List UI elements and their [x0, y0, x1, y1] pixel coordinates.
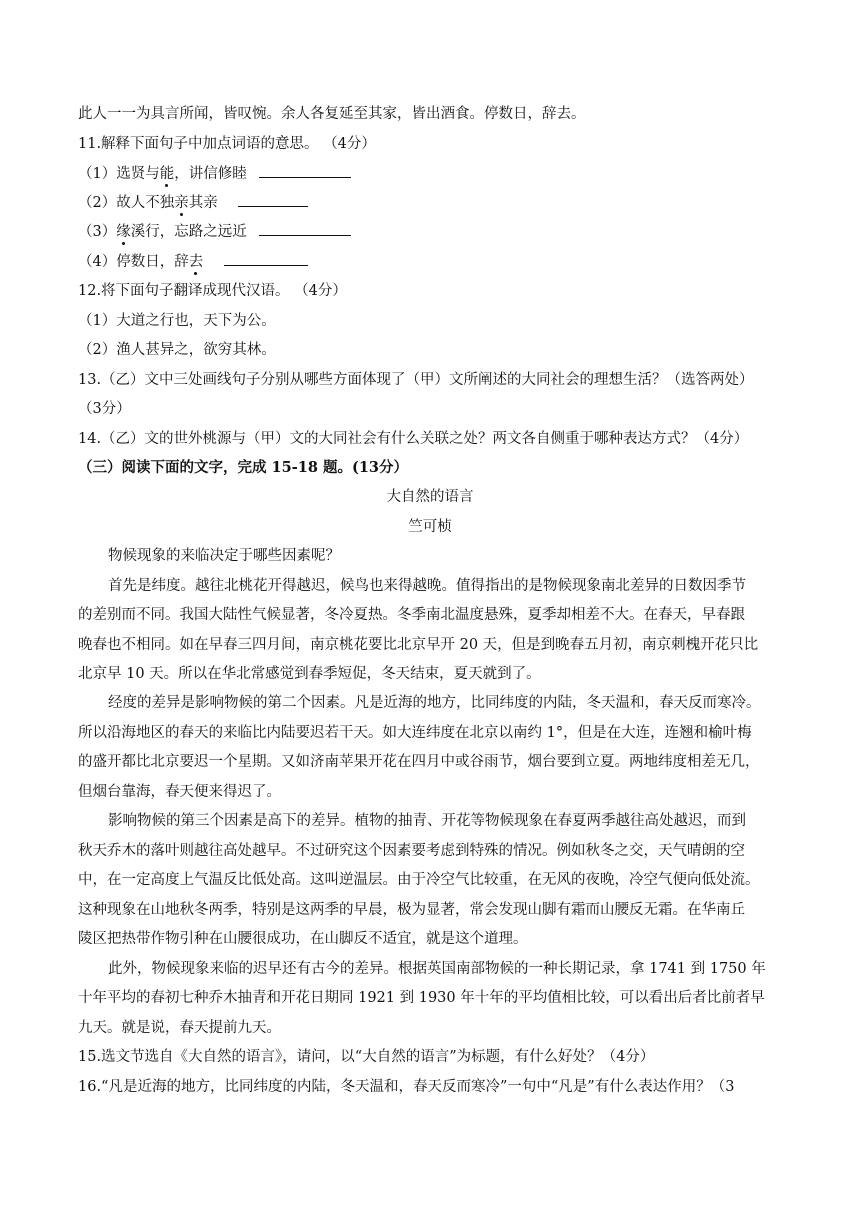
paragraph-line: 中，在一定高度上气温反比低处高。这叫逆温层。由于冷空气比较重，在无风的夜晚，冷空气便向低处流。: [78, 872, 760, 888]
dotted-word: 去: [188, 254, 204, 270]
question-16: 16.“凡是近海的地方，比同纬度的内陆，冬天温和，春天反而寒冷”一句中“凡是”有什么表达作用？（3: [78, 1079, 735, 1095]
question-11-item-2: [78, 193, 308, 213]
dotted-word: 缘: [116, 224, 131, 240]
question-14: 14.（乙）文的世外桃源与（甲）文的大同社会有什么关联之处？两文各自侧重于哪种表达方式？（4分）: [78, 431, 749, 447]
answer-blank[interactable]: [259, 164, 351, 178]
question-12-item-1: （1）大道之行也，天下为公。: [78, 313, 276, 329]
paragraph-line: 的盛开都比北京要迟一个星期。又如济南苹果开花在四月中或谷雨节，烟台要到立夏。两地纬度相差无几，: [78, 754, 760, 770]
text-line: 此人一一为具言所闻，皆叹惋。余人各复延至其家，皆出酒食。停数日，辞去。: [78, 106, 586, 122]
question-11-item-4: [78, 252, 308, 272]
paragraph-line: 所以沿海地区的春天的来临比内陆要迟若干天。如大连纬度在北京以南约 1°，但是在大连，连翘和榆叶梅: [78, 725, 752, 741]
paragraph-line: 陵区把热带作物引种在山腰很成功，在山脚反不适宜，就是这个道理。: [78, 931, 528, 947]
article-title: 大自然的语言: [386, 489, 474, 505]
item-text: ，讲信修睦: [174, 166, 247, 182]
item-text: 溪行，忘路之远近: [130, 224, 247, 240]
item-text: （1）选贤与: [78, 166, 160, 182]
paragraph-line: 十年平均的春初七种乔木抽青和开花日期同 1921 到 1930 年十年的平均值相比较，可以看出后者比前者早: [78, 990, 765, 1006]
paragraph-intro: 物候现象的来临决定于哪些因素呢？: [108, 548, 340, 564]
question-12-item-2: （2）渔人甚异之，欲穷其林。: [78, 342, 276, 358]
answer-blank[interactable]: [224, 252, 308, 266]
paragraph-line: 但烟台靠海，春天便来得迟了。: [78, 784, 281, 800]
answer-blank[interactable]: [259, 222, 351, 236]
dotted-word: 亲: [174, 195, 189, 211]
paragraph-line: 这种现象在山地秋冬两季，特别是这两季的早晨，极为显著，常会发现山脚有霜而山腰反无霜。在华南丘: [78, 902, 745, 918]
paragraph-line: 的差别而不同。我国大陆性气候显著，冬冷夏热。冬季南北温度悬殊，夏季却相差不大。在春天，早春跟: [78, 607, 745, 623]
paragraph-line: 首先是纬度。越往北桃花开得越迟，候鸟也来得越晚。值得指出的是物候现象南北差异的日数因季节: [108, 578, 746, 594]
question-11-item-3: [78, 222, 351, 242]
question-13-score: （3分）: [78, 401, 131, 417]
paragraph-line: 此外，物候现象来临的迟早还有古今的差异。根据英国南部物候的一种长期记录，拿 1741 到 1750 年: [108, 961, 766, 977]
answer-blank[interactable]: [238, 193, 308, 207]
paragraph-line: 影响物候的第三个因素是高下的差异。植物的抽青、开花等物候现象在春夏两季越往高处越迟，而到: [108, 813, 746, 829]
item-text: （2）故人不独: [78, 195, 175, 211]
article-author: 竺可桢: [408, 519, 452, 535]
question-11: 11.解释下面句子中加点词语的意思。 （4分）: [78, 136, 376, 152]
question-15: 15.选文节选自《大自然的语言》，请问，以“大自然的语言”为标题，有什么好处？（4分）: [78, 1049, 655, 1065]
question-13: 13.（乙）文中三处画线句子分别从哪些方面体现了（甲）文所阐述的大同社会的理想生活？（选答两处）: [78, 372, 754, 388]
paragraph-line: 晚春也不相同。如在早春三四月间，南京桃花要比北京早开 20 天，但是到晚春五月初，南京刺槐开花只比: [78, 637, 759, 653]
item-text: （4）停数日，辞: [78, 254, 189, 270]
paragraph-line: 九天。就是说，春天提前九天。: [78, 1020, 281, 1036]
item-text: （3）: [78, 224, 117, 240]
paragraph-line: 秋天乔木的落叶则越往高处越早。不过研究这个因素要考虑到特殊的情况。例如秋冬之交，天气晴朗的空: [78, 843, 745, 859]
section-3-heading: （三）阅读下面的文字，完成 15-18 题。(13分）: [78, 459, 409, 476]
paragraph-line: 北京早 10 天。所以在华北常感觉到春季短促，冬天结束，夏天就到了。: [78, 666, 541, 682]
question-11-item-1: [78, 164, 351, 184]
dotted-word: 能: [159, 166, 175, 182]
paragraph-line: 经度的差异是影响物候的第二个因素。凡是近海的地方，比同纬度的内陆，冬天温和，春天反而寒冷。: [108, 695, 761, 711]
question-12: 12.将下面句子翻译成现代汉语。 （4分）: [78, 283, 347, 299]
item-text: 其亲: [188, 195, 218, 211]
